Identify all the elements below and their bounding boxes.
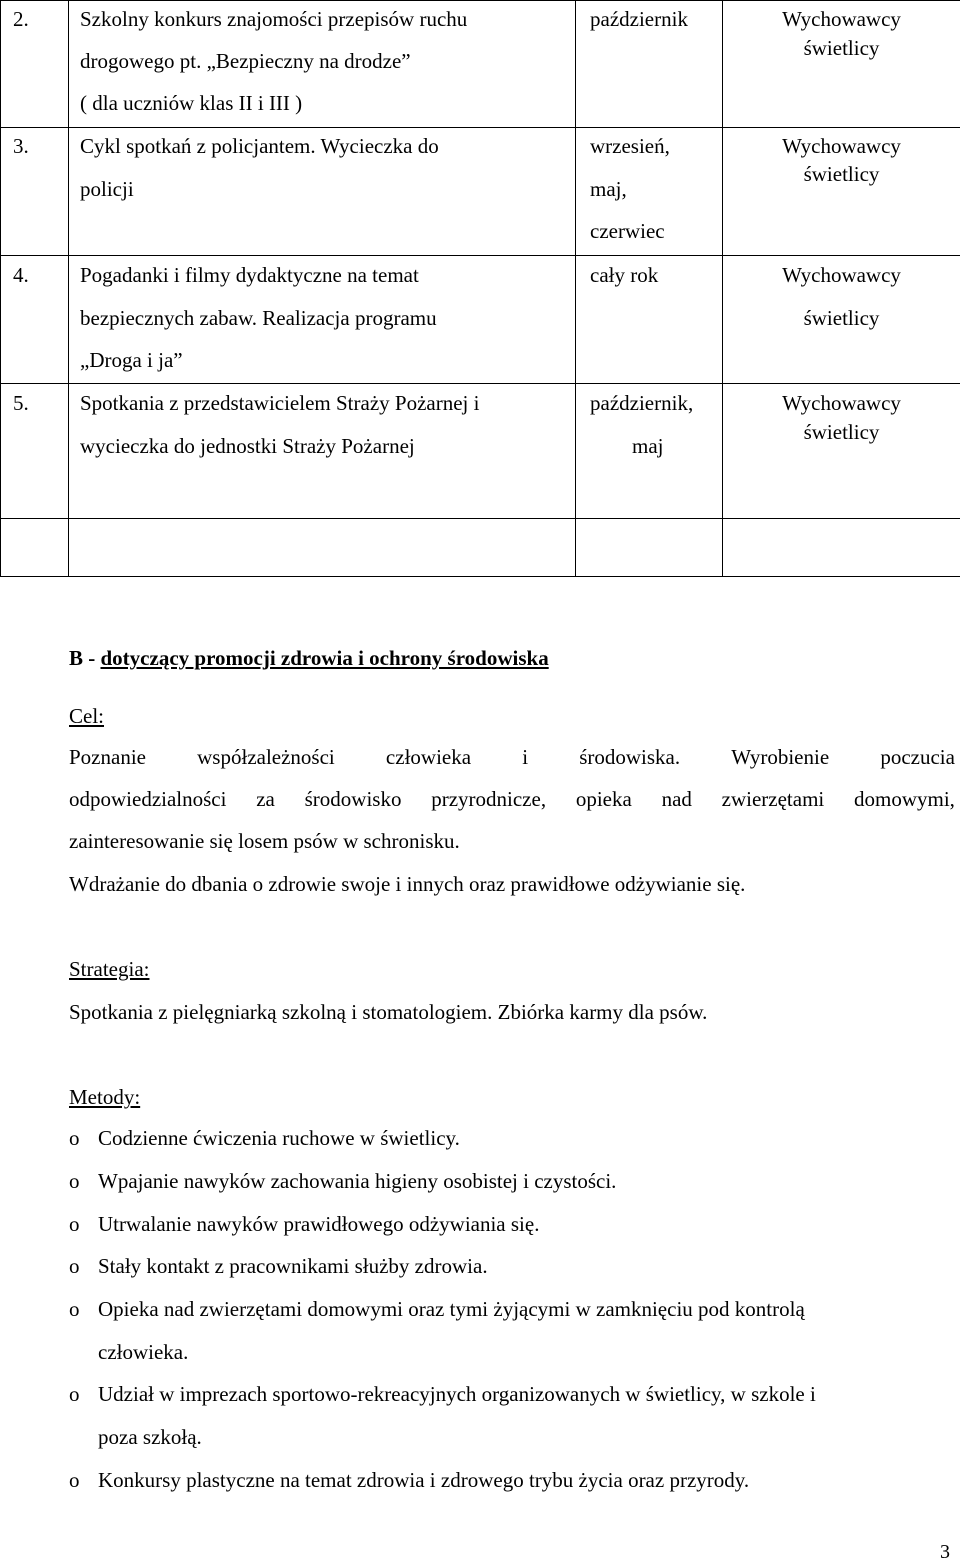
bullet-icon: o xyxy=(69,1126,80,1150)
task-cell xyxy=(69,1,576,128)
word: środowisko xyxy=(304,787,402,811)
responsible-line: Wychowawcy xyxy=(782,7,901,31)
table-row xyxy=(1,256,960,384)
table-row xyxy=(1,1,960,128)
responsible-cell xyxy=(723,1,960,128)
responsible-line: świetlicy xyxy=(803,420,880,444)
responsible-cell xyxy=(723,256,960,384)
bullet-icon: o xyxy=(69,1212,80,1236)
term-line: maj, xyxy=(590,177,627,201)
list-item: Konkursy plastyczne na temat zdrowia i zdrowego trybu życia oraz przyrody. xyxy=(98,1468,750,1492)
term-line: maj xyxy=(632,434,664,458)
list-item: Stały kontakt z pracownikami służby zdrowia. xyxy=(98,1254,488,1278)
word: za xyxy=(256,787,275,811)
task-cell xyxy=(69,128,576,256)
word: współzależności xyxy=(197,745,335,769)
responsible-line: świetlicy xyxy=(803,306,880,330)
section-title: dotyczący promocji zdrowia i ochrony środowiska xyxy=(100,646,549,670)
task-line: drogowego pt. „Bezpieczny na drodze” xyxy=(80,49,411,73)
list-item-continuation: człowieka. xyxy=(98,1340,189,1364)
task-line: wycieczka do jednostki Straży Pożarnej xyxy=(80,434,415,458)
list-item: Utrwalanie nawyków prawidłowego odżywiania się. xyxy=(98,1212,540,1236)
word: odpowiedzialności xyxy=(69,787,227,811)
responsible-line: Wychowawcy xyxy=(782,263,901,287)
word: domowymi, xyxy=(854,787,955,811)
task-line: Szkolny konkurs znajomości przepisów ruchu xyxy=(80,7,468,31)
term-line: cały rok xyxy=(590,263,659,287)
term-line: październik, xyxy=(590,391,694,415)
task-line: bezpiecznych zabaw. Realizacja programu xyxy=(80,306,437,330)
responsible-cell xyxy=(723,128,960,256)
task-line: Pogadanki i filmy dydaktyczne na temat xyxy=(80,263,419,287)
responsible-line: świetlicy xyxy=(803,36,880,60)
row-number: 2. xyxy=(13,7,29,31)
word: Poznanie xyxy=(69,745,146,769)
goal-line-4: Wdrażanie do dbania o zdrowie swoje i innych oraz prawidłowe odżywianie się. xyxy=(69,872,746,896)
row-number-cell xyxy=(1,1,69,128)
row-number-cell xyxy=(1,128,69,256)
term-cell xyxy=(576,1,723,128)
word: człowieka xyxy=(385,745,472,769)
strategy-text: Spotkania z pielęgniarką szkolną i stomatologiem. Zbiórka karmy dla psów. xyxy=(69,1000,708,1024)
row-number: 3. xyxy=(13,134,29,158)
list-item: Codzienne ćwiczenia ruchowe w świetlicy. xyxy=(98,1126,460,1150)
page-number: 3 xyxy=(940,1541,950,1563)
term-cell xyxy=(576,384,723,519)
responsible-cell xyxy=(723,384,960,519)
task-cell xyxy=(69,384,576,519)
task-line: Cykl spotkań z policjantem. Wycieczka do xyxy=(80,134,439,158)
word: Wyrobienie xyxy=(731,745,830,769)
goal-line-3: zainteresowanie się losem psów w schronisku. xyxy=(69,829,460,853)
term-line: wrzesień, xyxy=(590,134,670,158)
word: i xyxy=(522,745,529,769)
row-number: 5. xyxy=(13,391,29,415)
table-row xyxy=(1,128,960,256)
bullet-icon: o xyxy=(69,1297,80,1321)
word: opieka xyxy=(575,787,632,811)
bullet-icon: o xyxy=(69,1254,80,1278)
task-cell xyxy=(69,256,576,384)
row-number-cell xyxy=(1,256,69,384)
table-row-empty xyxy=(1,519,960,577)
section-heading xyxy=(69,648,549,669)
word: nad xyxy=(661,787,692,811)
word: przyrodnicze, xyxy=(431,787,547,811)
list-item: Opieka nad zwierzętami domowymi oraz tymi żyjącymi w zamknięciu pod kontrolą xyxy=(98,1297,805,1321)
section-prefix: B - xyxy=(69,646,101,670)
strategy-label: Strategia: xyxy=(69,957,150,981)
goal-line-1 xyxy=(69,747,955,768)
task-line: „Droga i ja” xyxy=(80,348,183,372)
task-line: ( dla uczniów klas II i III ) xyxy=(80,91,303,115)
responsible-line: Wychowawcy xyxy=(782,391,901,415)
bullet-icon: o xyxy=(69,1169,80,1193)
goal-label: Cel: xyxy=(69,704,104,728)
task-line: Spotkania z przedstawicielem Straży Pożarnej i xyxy=(80,391,480,415)
goal-line-2 xyxy=(69,789,955,810)
responsible-line: świetlicy xyxy=(803,162,880,186)
term-line: październik xyxy=(590,7,688,31)
row-number: 4. xyxy=(13,263,29,287)
word: zwierzętami xyxy=(721,787,825,811)
methods-label: Metody: xyxy=(69,1085,141,1109)
row-number-cell xyxy=(1,384,69,519)
responsible-line: Wychowawcy xyxy=(782,134,901,158)
list-item-continuation: poza szkołą. xyxy=(98,1425,202,1449)
table-row xyxy=(1,384,960,519)
list-item: Udział w imprezach sportowo-rekreacyjnych organizowanych w świetlicy, w szkole i xyxy=(98,1382,816,1406)
list-item: Wpajanie nawyków zachowania higieny osobistej i czystości. xyxy=(98,1169,617,1193)
word: poczucia xyxy=(880,745,955,769)
task-line: policji xyxy=(80,177,134,201)
word: środowiska. xyxy=(579,745,681,769)
term-line: czerwiec xyxy=(590,219,665,243)
bullet-icon: o xyxy=(69,1468,80,1492)
activities-table xyxy=(0,0,960,577)
bullet-icon: o xyxy=(69,1382,80,1406)
term-cell xyxy=(576,128,723,256)
term-cell xyxy=(576,256,723,384)
